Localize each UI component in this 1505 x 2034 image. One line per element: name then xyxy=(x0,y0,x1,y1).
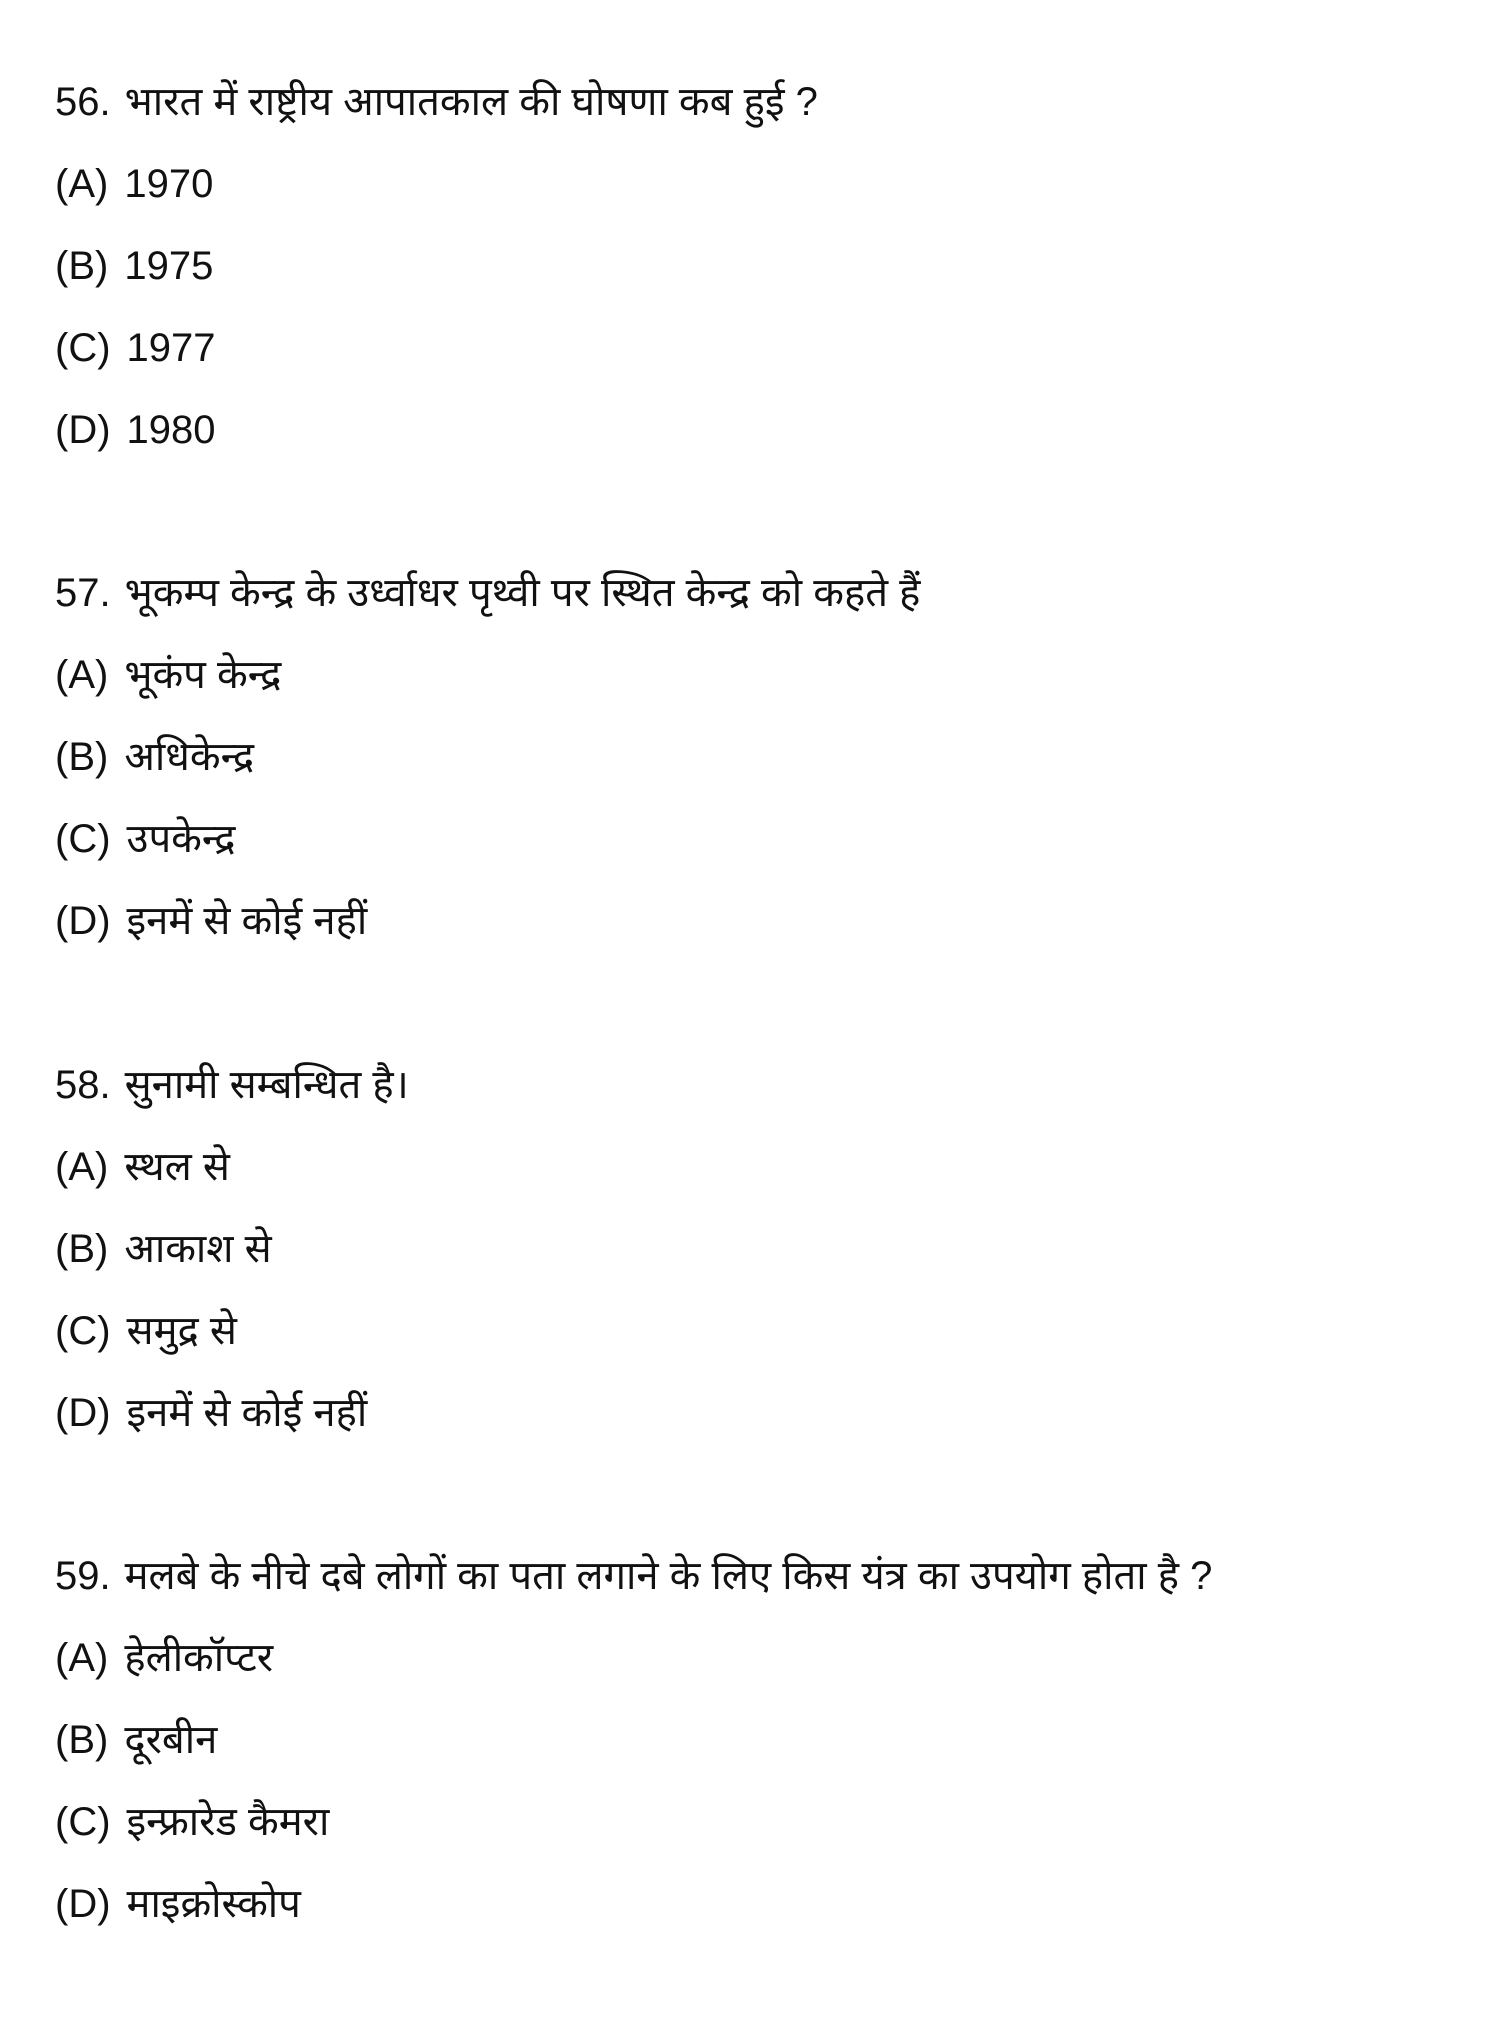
option-label: (A) xyxy=(55,1636,109,1680)
question-text: मलबे के नीचे दबे लोगों का पता लगाने के लिए किस यंत्र का उपयोग होता है ? xyxy=(124,1554,1213,1598)
option-c xyxy=(55,318,216,378)
option-d xyxy=(55,1874,301,1934)
option-label: (D) xyxy=(55,1882,111,1926)
option-text: इनमें से कोई नहीं xyxy=(126,899,368,943)
option-text: आकाश से xyxy=(124,1227,272,1271)
question-number: 57. xyxy=(55,571,111,615)
option-label: (A) xyxy=(55,1145,109,1189)
option-label: (C) xyxy=(55,1309,111,1353)
option-text: स्थल से xyxy=(124,1145,230,1189)
option-text: इनमें से कोई नहीं xyxy=(126,1391,368,1435)
option-label: (D) xyxy=(55,1391,111,1435)
question-number: 59. xyxy=(55,1554,111,1598)
option-b xyxy=(55,236,213,296)
option-b xyxy=(55,727,254,787)
option-c xyxy=(55,809,236,869)
question-text: भारत में राष्ट्रीय आपातकाल की घोषणा कब हुई ? xyxy=(124,80,818,124)
question-number: 56. xyxy=(55,80,111,124)
option-label: (B) xyxy=(55,1227,109,1271)
option-c xyxy=(55,1301,237,1361)
option-text: माइक्रोस्कोप xyxy=(126,1882,301,1926)
option-text: अधिकेन्द्र xyxy=(124,735,255,779)
option-a xyxy=(55,154,213,214)
option-text: इन्फ्रारेड कैमरा xyxy=(126,1800,330,1844)
option-label: (B) xyxy=(55,244,109,288)
option-text: 1970 xyxy=(124,162,214,206)
question-text: भूकम्प केन्द्र के उर्ध्वाधर पृथ्वी पर स्थित केन्द्र को कहते हैं xyxy=(124,571,921,615)
question-text: सुनामी सम्बन्धित है। xyxy=(124,1063,409,1107)
option-d xyxy=(55,891,367,951)
option-text: 1977 xyxy=(126,326,216,370)
option-a xyxy=(55,1628,273,1688)
option-b xyxy=(55,1219,272,1279)
option-label: (B) xyxy=(55,735,109,779)
option-text: दूरबीन xyxy=(124,1718,218,1762)
option-text: 1980 xyxy=(126,408,216,452)
option-label: (C) xyxy=(55,1800,111,1844)
option-d xyxy=(55,400,216,460)
question-text-line xyxy=(55,563,920,623)
option-text: उपकेन्द्र xyxy=(126,817,236,861)
question-text-line xyxy=(55,1055,409,1115)
option-d xyxy=(55,1383,367,1443)
option-text: समुद्र से xyxy=(126,1309,237,1353)
option-a xyxy=(55,1137,230,1197)
option-label: (B) xyxy=(55,1718,109,1762)
option-text: 1975 xyxy=(124,244,214,288)
option-label: (A) xyxy=(55,653,109,697)
option-c xyxy=(55,1792,329,1852)
option-label: (D) xyxy=(55,408,111,452)
option-text: भूकंप केन्द्र xyxy=(124,653,282,697)
question-text-line xyxy=(55,1546,1212,1606)
option-label: (C) xyxy=(55,817,111,861)
option-a xyxy=(55,645,281,705)
option-label: (C) xyxy=(55,326,111,370)
option-b xyxy=(55,1710,217,1770)
question-number: 58. xyxy=(55,1063,111,1107)
option-text: हेलीकॉप्टर xyxy=(124,1636,274,1680)
question-text-line xyxy=(55,72,818,132)
option-label: (A) xyxy=(55,162,109,206)
option-label: (D) xyxy=(55,899,111,943)
